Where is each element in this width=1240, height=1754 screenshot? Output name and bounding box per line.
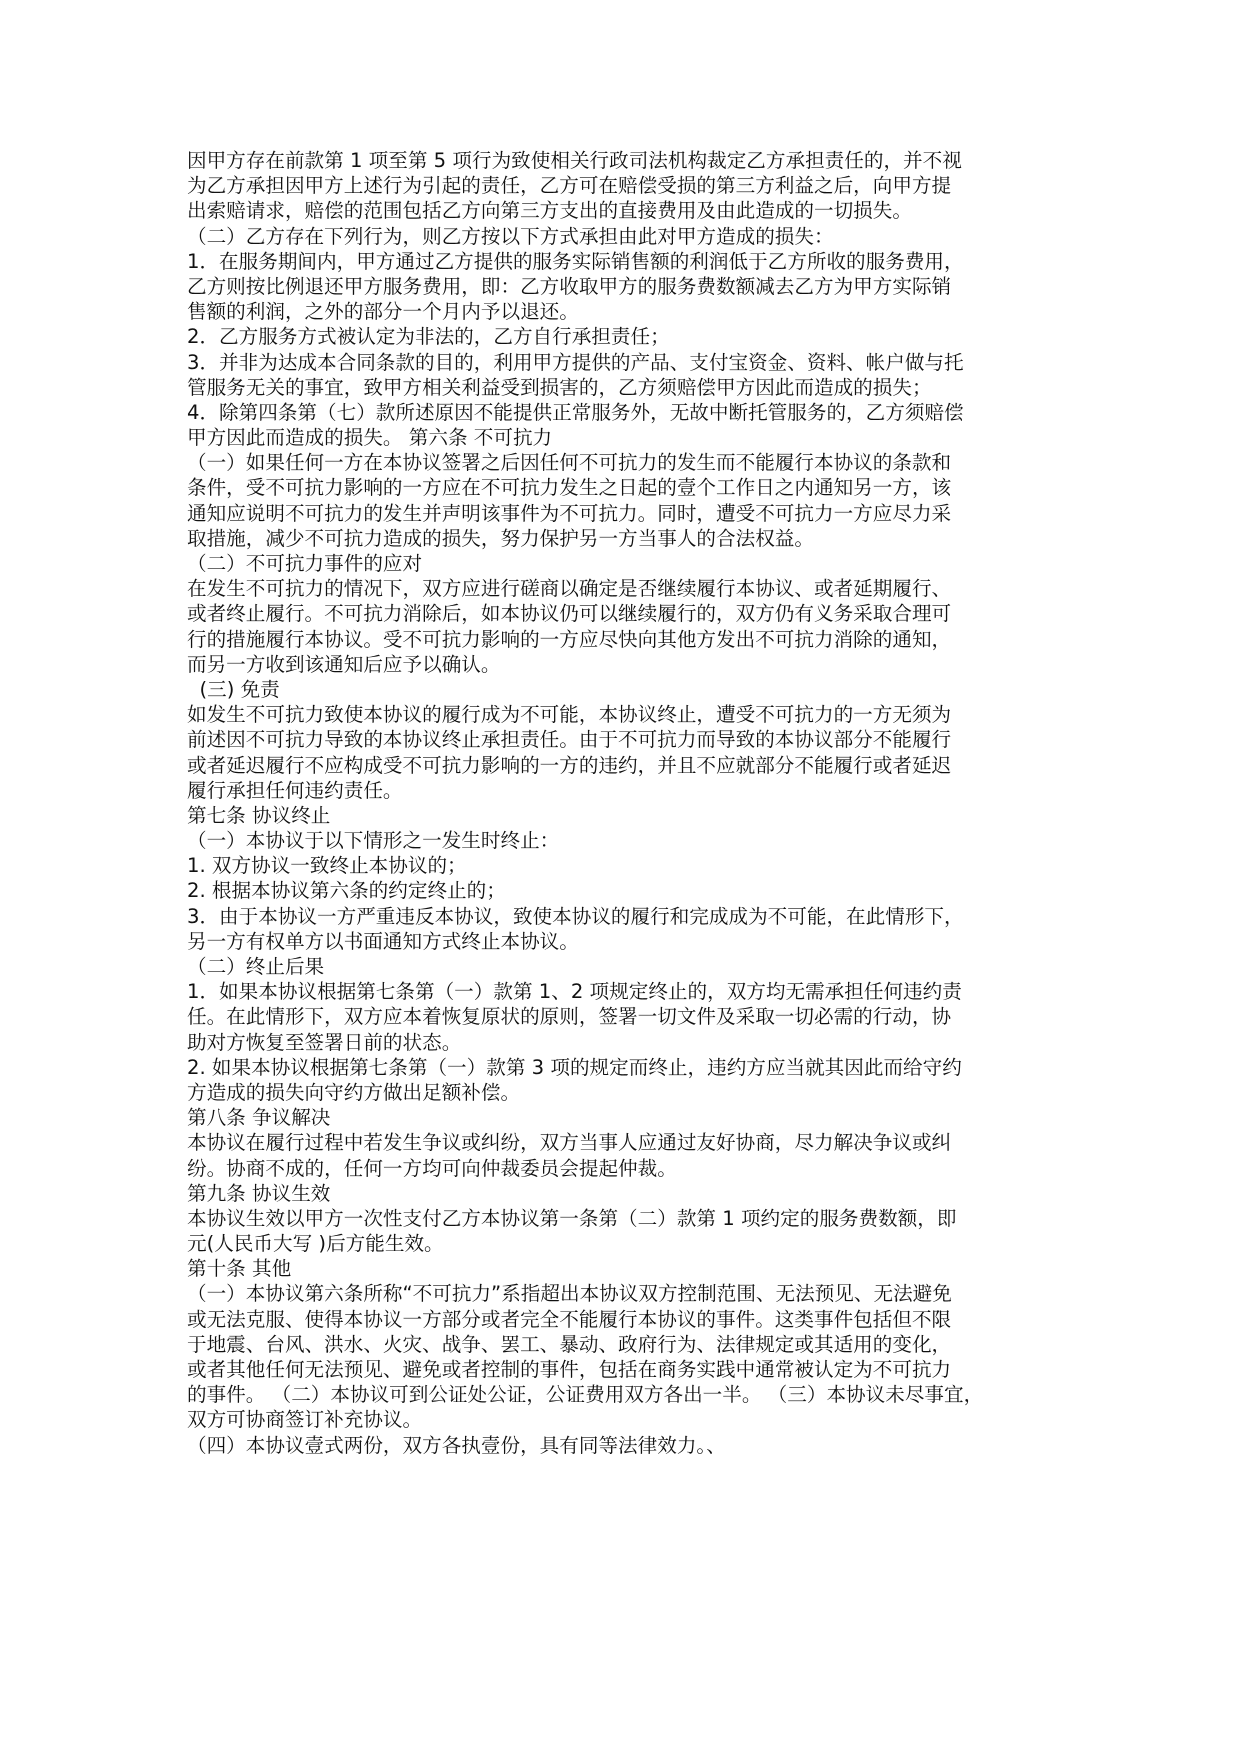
document-text-line: 1．在服务期间内，甲方通过乙方提供的服务实际销售额的利润低于乙方所收的服务费用， xyxy=(187,249,964,273)
document-text-line: 助对方恢复至签署日前的状态。 xyxy=(187,1030,462,1054)
document-text-line: 本协议生效以甲方一次性支付乙方本协议第一条第（二）款第 1 项约定的服务费数额，即 xyxy=(187,1206,957,1230)
document-text-line: 如发生不可抗力致使本协议的履行成为不可能，本协议终止，遭受不可抗力的一方无须为 xyxy=(187,703,952,727)
document-text-line: 条件，受不可抗力影响的一方应在不可抗力发生之日起的壹个工作日之内通知另一方，该 xyxy=(187,476,952,500)
document-text-line: 出索赔请求，赔偿的范围包括乙方向第三方支出的直接费用及由此造成的一切损失。 xyxy=(187,199,912,223)
document-text-line: 3．由于本协议一方严重违反本协议，致使本协议的履行和完成成为不可能，在此情形下， xyxy=(187,904,964,928)
document-text-line: 第九条 协议生效 xyxy=(187,1181,331,1205)
document-text-line: 3．并非为达成本合同条款的目的，利用甲方提供的产品、支付宝资金、资料、帐户做与托 xyxy=(187,350,964,374)
document-text-line: 甲方因此而造成的损失。 第六条 不可抗力 xyxy=(187,426,553,450)
document-text-line: 第八条 争议解决 xyxy=(187,1106,331,1130)
document-text-line: 售额的利润，之外的部分一个月内予以退还。 xyxy=(187,300,579,324)
document-text-line: 而另一方收到该通知后应予以确认。 xyxy=(187,652,501,676)
document-text-line: 或者其他任何无法预见、避免或者控制的事件，包括在商务实践中通常被认定为不可抗力 xyxy=(187,1358,952,1381)
document-text-line: 在发生不可抗力的情况下，双方应进行磋商以确定是否继续履行本协议、或者延期履行、 xyxy=(187,577,952,601)
document-text-line: 另一方有权单方以书面通知方式终止本协议。 xyxy=(187,929,579,953)
document-text-line: 于地震、台风、洪水、火灾、战争、罢工、暴动、政府行为、法律规定或其适用的变化， xyxy=(187,1332,952,1356)
document-text-line: 为乙方承担因甲方上述行为引起的责任，乙方可在赔偿受损的第三方利益之后，向甲方提 xyxy=(187,174,952,198)
document-text-line: 第七条 协议终止 xyxy=(187,803,331,827)
document-page xyxy=(187,148,1067,1458)
document-text-line: （一）如果任何一方在本协议签署之后因任何不可抗力的发生而不能履行本协议的条款和 xyxy=(187,451,952,475)
document-text-line: 第十条 其他 xyxy=(187,1257,292,1281)
document-text-line: 的事件。 （二）本协议可到公证处公证，公证费用双方各出一半。 （三）本协议未尽事宜， xyxy=(187,1383,984,1407)
document-text-line: 管服务无关的事宜，致甲方相关利益受到损害的，乙方须赔偿甲方因此而造成的损失； xyxy=(187,375,932,399)
document-text-line: 取措施，减少不可抗力造成的损失，努力保护另一方当事人的合法权益。 xyxy=(187,526,814,550)
document-text-line: 2. 根据本协议第六条的约定终止的； xyxy=(187,879,506,903)
document-text-line: 任。在此情形下，双方应本着恢复原状的原则，签署一切文件及采取一切必需的行动，协 xyxy=(187,1005,952,1029)
document-text-line: (三) 免责 xyxy=(187,677,280,701)
document-text-line: 乙方则按比例退还甲方服务费用，即：乙方收取甲方的服务费数额减去乙方为甲方实际销 xyxy=(187,274,952,298)
document-text-line: 前述因不可抗力导致的本协议终止承担责任。由于不可抗力而导致的本协议部分不能履行 xyxy=(187,728,952,752)
document-text-line: 方造成的损失向守约方做出足额补偿。 xyxy=(187,1080,521,1104)
document-text-line: 因甲方存在前款第 1 项至第 5 项行为致使相关行政司法机构裁定乙方承担责任的，并不视 xyxy=(187,149,962,172)
document-text-line: 或者终止履行。不可抗力消除后，如本协议仍可以继续履行的，双方仍有义务采取合理可 xyxy=(187,602,952,626)
document-text-line: （二）不可抗力事件的应对 xyxy=(187,552,423,575)
document-text-line: （一）本协议于以下情形之一发生时终止： xyxy=(187,829,560,853)
document-text-line: 2. 如果本协议根据第七条第（一）款第 3 项的规定而终止，违约方应当就其因此而给守约 xyxy=(187,1055,962,1079)
document-text-line: （二）终止后果 xyxy=(187,955,325,978)
document-text-line: 1．如果本协议根据第七条第（一）款第 1、2 项规定终止的，双方均无需承担任何违约责 xyxy=(187,980,962,1004)
document-text-line: （二）乙方存在下列行为，则乙方按以下方式承担由此对甲方造成的损失： xyxy=(187,224,834,248)
document-body xyxy=(187,148,1067,1458)
document-text-line: 1. 双方协议一致终止本协议的； xyxy=(187,854,467,878)
document-text-line: 双方可协商签订补充协议。 xyxy=(187,1408,423,1432)
document-text-line: 本协议在履行过程中若发生争议或纠纷，双方当事人应通过友好协商，尽力解决争议或纠 xyxy=(187,1131,952,1155)
document-text-line: 履行承担任何违约责任。 xyxy=(187,778,403,802)
document-text-line: 元(人民币大写 )后方能生效。 xyxy=(187,1232,444,1256)
document-text-line: 纷。协商不成的，任何一方均可向仲裁委员会提起仲裁。 xyxy=(187,1156,677,1180)
document-text-line: 4．除第四条第（七）款所述原因不能提供正常服务外，无故中断托管服务的，乙方须赔偿 xyxy=(187,400,964,424)
document-text-line: 行的措施履行本协议。受不可抗力影响的一方应尽快向其他方发出不可抗力消除的通知， xyxy=(187,627,952,651)
document-text-line: 通知应说明不可抗力的发生并声明该事件为不可抗力。同时，遭受不可抗力一方应尽力采 xyxy=(187,501,952,525)
document-text-line: （一）本协议第六条所称“不可抗力”系指超出本协议双方控制范围、无法预见、无法避免 xyxy=(187,1282,952,1306)
document-text-line: （四）本协议壹式两份，双方各执壹份，具有同等法律效力。、 xyxy=(187,1433,726,1457)
document-text-line: 或者延迟履行不应构成受不可抗力影响的一方的违约，并且不应就部分不能履行或者延迟 xyxy=(187,753,952,777)
document-text-line: 或无法克服、使得本协议一方部分或者完全不能履行本协议的事件。这类事件包括但不限 xyxy=(187,1307,952,1331)
document-text-line: 2．乙方服务方式被认定为非法的，乙方自行承担责任； xyxy=(187,325,670,349)
